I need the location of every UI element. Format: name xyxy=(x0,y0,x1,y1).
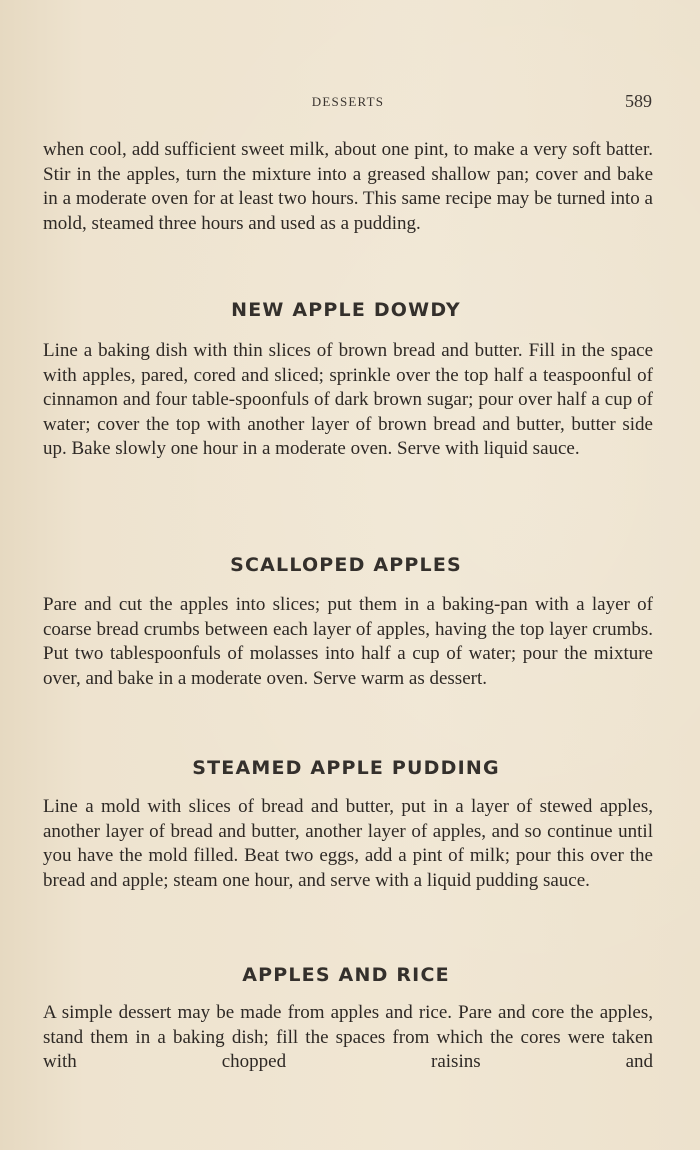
section-heading-apples-and-rice: APPLES AND RICE xyxy=(242,964,450,986)
paragraph-steamed-apple-pudding: Line a mold with slices of bread and butter, put in a layer of stewed apples, another layer of bread and butter, another layer of apples, and so continue until you have the mold filled. Beat two eggs, add a pint of milk; pour this over the bread and apple; steam one hour, and serve with a liquid pudding sauce. xyxy=(43,796,653,891)
continued-paragraph: when cool, add sufficient sweet milk, about one pint, to make a very soft batter. Stir in the apples, turn the mixture into a greased shallow pan; cover and bake in a moderate oven for at least two hours. This same recipe may be turned into a mold, steamed three hours and used as a pudding. xyxy=(43,139,653,234)
section-heading-scalloped-apples: SCALLOPED APPLES xyxy=(230,554,462,576)
running-head: DESSERTS xyxy=(311,94,385,109)
paragraph-scalloped-apples: Pare and cut the apples into slices; put them in a baking-pan with a layer of coarse bread crumbs between each layer of apples, having the top layer crumbs. Put two tablespoonfuls of molasses into half a cup of water; pour the mixture over, and bake in a moderate oven. Serve warm as dessert. xyxy=(43,594,653,689)
section-heading-steamed-apple-pudding: STEAMED APPLE PUDDING xyxy=(192,757,500,779)
page-number: 589 xyxy=(625,91,652,111)
page-header xyxy=(44,92,652,116)
paragraph-apples-and-rice: A simple dessert may be made from apples and rice. Pare and core the apples, stand them in a baking dish; fill the spaces from which the cores were taken with chopped raisins and xyxy=(43,1002,653,1072)
paragraph-new-apple-dowdy: Line a baking dish with thin slices of brown bread and butter. Fill in the space with apples, pared, cored and sliced; sprinkle over the top half a teaspoonful of cinnamon and four table-spoonfuls of dark brown sugar; pour over half a cup of water; cover the top with another layer of brown bread and butter, butter side up. Bake slowly one hour in a moderate oven. Serve with liquid sauce. xyxy=(43,340,653,459)
section-heading-new-apple-dowdy: NEW APPLE DOWDY xyxy=(231,299,461,321)
